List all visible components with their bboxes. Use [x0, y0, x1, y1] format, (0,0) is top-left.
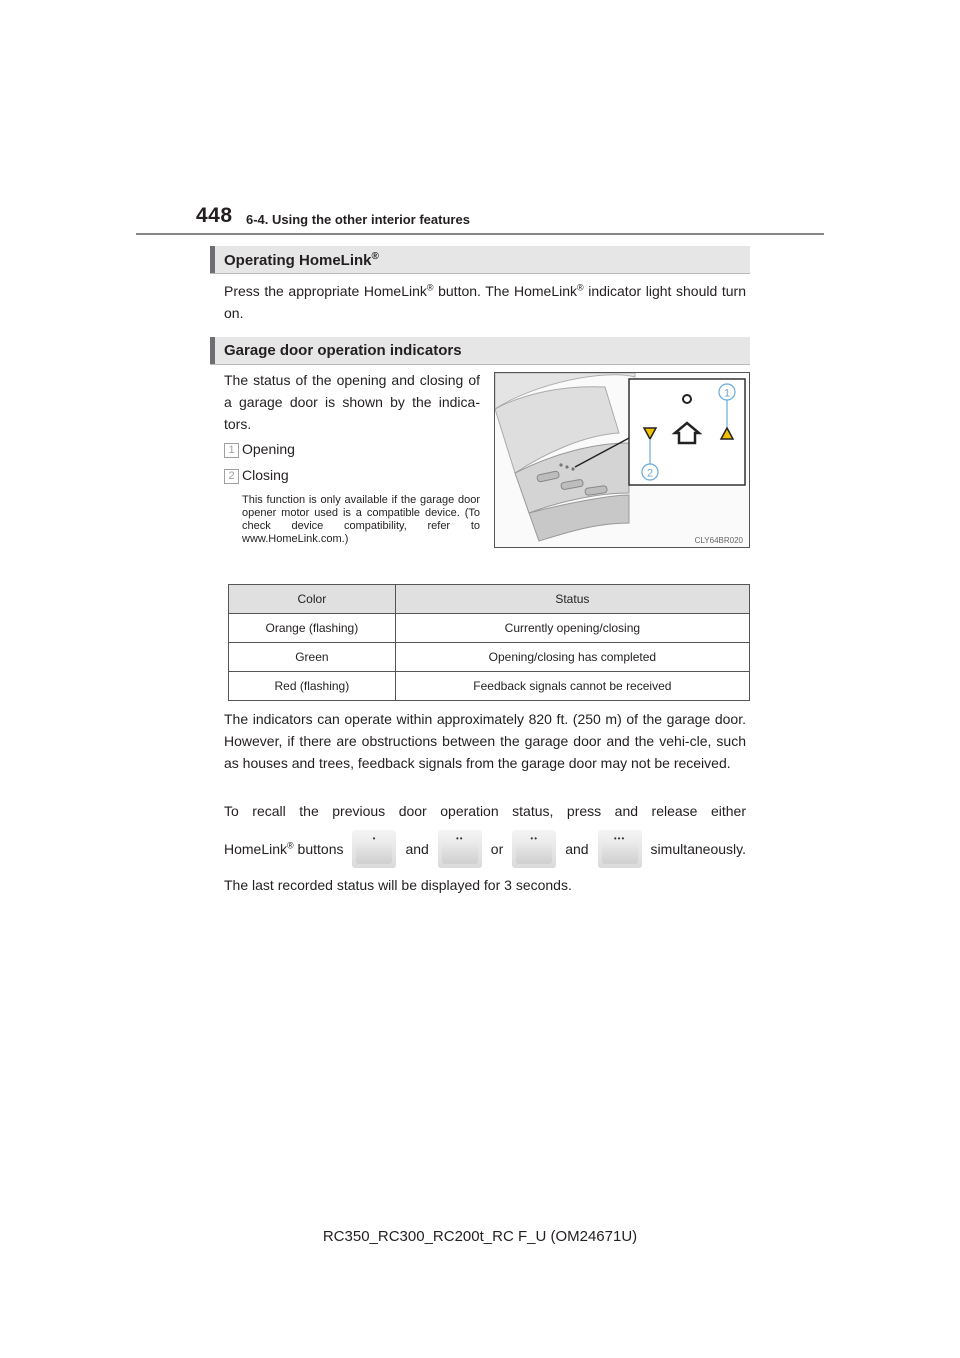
homelink-button-3: •••	[598, 830, 642, 868]
operating-paragraph	[224, 280, 746, 324]
status-cell: Feedback signals cannot be received	[395, 672, 749, 701]
recall-paragraph-line-1: To recall the previous door operation status, press and release either	[224, 803, 746, 819]
table-header-row	[229, 585, 750, 614]
header-divider	[136, 233, 824, 235]
table-row	[229, 643, 750, 672]
page-number: 448	[196, 204, 233, 227]
figure-code: CLY64BR020	[694, 536, 743, 545]
column-header-color: Color	[229, 585, 396, 614]
callout-number-2: 2	[646, 467, 654, 480]
status-cell: Currently opening/closing	[395, 614, 749, 643]
color-cell: Red (flashing)	[229, 672, 396, 701]
operating-text-2: button. The HomeLink	[433, 283, 577, 299]
registered-mark: ®	[287, 840, 294, 851]
recall-paragraph-line-2	[224, 826, 746, 872]
section-heading-indicators	[210, 337, 750, 365]
homelink-button-2-alt: ••	[512, 830, 556, 868]
column-header-status: Status	[395, 585, 749, 614]
callout-number-1: 1	[723, 387, 731, 400]
last-status-paragraph: The last recorded status will be displayed for 3 seconds.	[224, 877, 572, 893]
status-cell: Opening/closing has completed	[395, 643, 749, 672]
registered-mark: ®	[371, 251, 379, 262]
item-number-1: 1	[224, 443, 239, 458]
item-label-opening: Opening	[242, 441, 295, 457]
or-word: or	[490, 841, 504, 857]
indicators-intro: The status of the opening and closing of a garage door is shown by the indica-tors.	[224, 372, 480, 432]
and-word: and	[405, 841, 429, 857]
table-row	[229, 614, 750, 643]
page-footer: RC350_RC300_RC200t_RC F_U (OM24671U)	[322, 1228, 638, 1245]
buttons-word: buttons	[293, 841, 344, 857]
registered-mark: ®	[577, 282, 584, 293]
indicators-heading-text: Garage door operation indicators	[224, 342, 462, 359]
color-cell: Orange (flashing)	[229, 614, 396, 643]
color-cell: Green	[229, 643, 396, 672]
operating-text-3: indicator light should turn on.	[224, 283, 746, 321]
item-label-closing: Closing	[242, 467, 289, 483]
registered-mark: ®	[426, 282, 434, 293]
homelink-button-1: •	[352, 830, 396, 868]
status-table	[228, 584, 750, 701]
and-word-2: and	[565, 841, 589, 857]
compatibility-note: This function is only available if the garage door opener motor used is a compatible device. (To check device compatibility, refer to www.HomeLink.com.)	[242, 494, 480, 545]
simultaneously-word: simultaneously.	[650, 841, 746, 857]
range-paragraph: The indicators can operate within approximately 820 ft. (250 m) of the garage door. However, if there are obstructions between the garage door and the vehi-cle, such as houses and trees, feedback signals from the garage door may not be received.	[224, 711, 746, 771]
table-row	[229, 672, 750, 701]
operating-text-1: Press the appropriate HomeLink	[224, 283, 427, 299]
section-heading-operating	[210, 246, 750, 274]
console-drawing	[495, 373, 750, 548]
operating-heading-text: Operating HomeLink	[224, 252, 372, 269]
chapter-title: 6-4. Using the other interior features	[246, 212, 470, 227]
homelink-word: HomeLink	[224, 841, 288, 857]
homelink-button-2: ••	[438, 830, 482, 868]
item-number-2: 2	[224, 469, 239, 484]
indicator-illustration	[494, 372, 750, 548]
